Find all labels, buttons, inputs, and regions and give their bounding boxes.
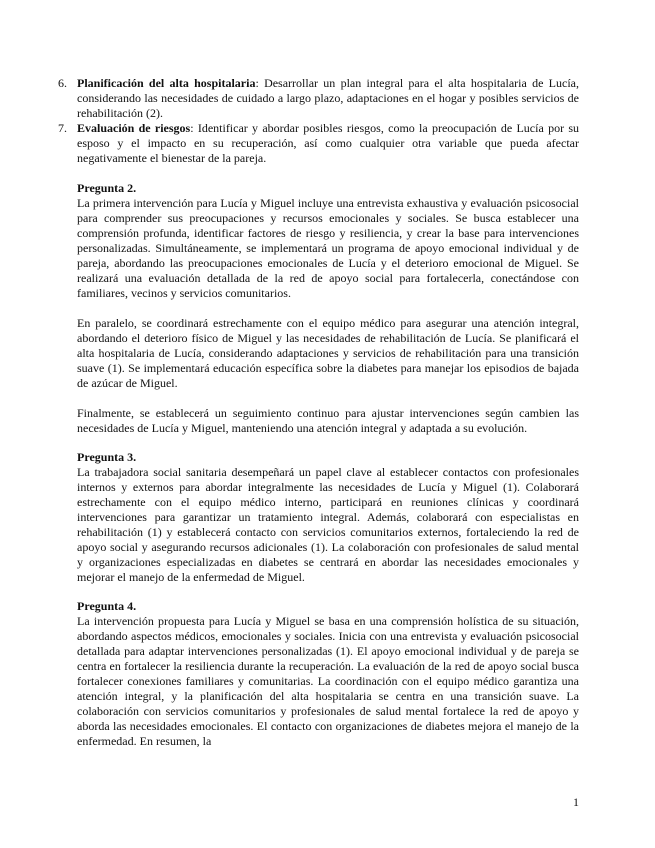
list-number: 6. <box>58 76 67 90</box>
list-item-discharge-planning <box>58 76 579 121</box>
list-item-term: Planificación del alta hospitalaria <box>77 76 256 90</box>
document-body <box>58 76 580 749</box>
question-2-paragraph-3: Finalmente, se establecerá un seguimiento continuo para ajustar intervenciones según cambien las necesidades de Lucía y Miguel, manteniendo una atención integral y adaptada a su evolución. <box>77 406 579 435</box>
list-item-risk-assessment <box>58 121 580 166</box>
list-item-text: : Desarrollar un plan integral para el alta hospitalaria de Lucía, considerando las necesidades de cuidado a largo plazo, adaptaciones en el hogar y posibles servicios de rehabilitación (2). <box>77 76 579 120</box>
numbered-list <box>58 76 580 166</box>
list-number: 7. <box>58 121 67 135</box>
question-4-paragraph-1: La intervención propuesta para Lucía y Miguel se basa en una comprensión holística de su situación, abordando aspectos médicos, emocionales y sociales. Inicia con una entrevista y evaluación psicosocial detallada para adaptar intervenciones personalizadas (1). El apoyo emocional individual y de pareja se centra en fortalecer la resiliencia durante la recuperación. La evaluación de la red de apoyo social busca fortalecer conexiones familiares y comunitarias. La coordinación con el equipo médico garantiza una atención integral, y la planificación del alta hospitalaria se centra en una transición suave. La colaboración con servicios comunitarios y profesionales de salud mental fortalece la red de apoyo y aborda las necesidades emocionales. El contacto con organizaciones de diabetes mejora el manejo de la enfermedad. En resumen, la <box>77 614 579 748</box>
question-2-paragraph-2: En paralelo, se coordinará estrechamente con el equipo médico para asegurar una atención integral, abordando el deterioro físico de Miguel y las necesidades de rehabilitación de Lucía. Se planificará el alta hospitalaria de Lucía, considerando adaptaciones y servicios de rehabilitación para una transición suave (1). Se implementará educación específica sobre la diabetes para manejar los episodios de bajada de azúcar de Miguel. <box>77 316 579 390</box>
page-number: 1 <box>573 795 579 809</box>
list-item-term: Evaluación de riesgos <box>77 121 191 135</box>
list-item-text: : Identificar y abordar posibles riesgos, como la preocupación de Lucía por su esposo y el impacto en su recuperación, así como cualquier otra variable que pueda afectar negativamente el bienestar de la pareja. <box>77 121 580 165</box>
question-3-heading: Pregunta 3. <box>77 450 137 464</box>
question-4-heading: Pregunta 4. <box>77 599 137 613</box>
question-2-paragraph-1: La primera intervención para Lucía y Miguel incluye una entrevista exhaustiva y evaluación psicosocial para comprender sus preocupaciones y recursos emocionales y sociales. Se busca establecer una comprensión profunda, identificar factores de riesgo y resiliencia, y crear la base para intervenciones personalizadas. Simultáneamente, se implementará un programa de apoyo emocional individual y de pareja, abordando las preocupaciones emocionales de Lucía y el deterioro emocional de Miguel. Se realizará una evaluación detallada de la red de apoyo social para fortalecerla, conectándose con familiares, vecinos y servicios comunitarios. <box>77 196 579 300</box>
question-3-paragraph-1: La trabajadora social sanitaria desempeñará un papel clave al establecer contactos con profesionales internos y externos para abordar integralmente las necesidades de Lucía y Miguel (1). Colaborará estrechamente con el equipo médico interno, participará en reuniones clínicas y coordinará intervenciones para garantizar un tratamiento integral. Además, colaborará con especialistas en rehabilitación (1) y establecerá contacto con servicios comunitarios externos, fortaleciendo la red de apoyo social y asegurando recursos adicionales (1). La colaboración con profesionales de salud mental y organizaciones especializadas en diabetes se centrará en abordar las necesidades emocionales y mejorar el manejo de la enfermedad de Miguel. <box>77 465 579 584</box>
question-2-heading: Pregunta 2. <box>77 181 137 195</box>
